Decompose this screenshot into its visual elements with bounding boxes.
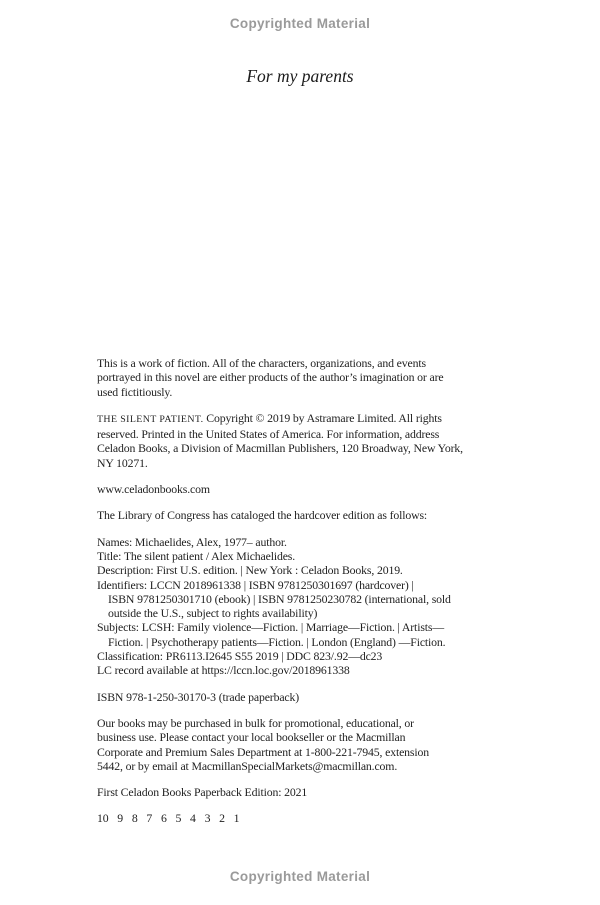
book-title-smallcaps: THE SILENT PATIENT.: [97, 413, 204, 425]
printers-key-line: 10 9 8 7 6 5 4 3 2 1: [97, 811, 240, 826]
copyrighted-material-watermark-top: Copyrighted Material: [229, 16, 371, 31]
copyright-notice-line: Celadon Books, a Division of Macmillan Publishers, 120 Broadway, New York,: [97, 441, 463, 456]
copyright-notice-line: reserved. Printed in the United States of America. For information, address: [97, 427, 440, 442]
cip-data-line: Fiction. | Psychotherapy patients—Fiction. | London (England) —Fiction.: [108, 634, 446, 649]
fiction-disclaimer-line: used fictitiously.: [97, 384, 173, 399]
library-of-congress-note: [97, 508, 497, 522]
paperback-isbn: [97, 690, 497, 704]
copyright-notice: [97, 411, 497, 470]
fiction-disclaimer-line: This is a work of fiction. All of the characters, organizations, and events: [97, 356, 426, 370]
colophon-block: [97, 356, 497, 826]
cip-data-line: ISBN 9781250301710 (ebook) | ISBN 9781250230782 (international, sold: [108, 591, 451, 606]
fiction-disclaimer: [97, 356, 497, 399]
cip-data-line: LC record available at https://lccn.loc.gov/2018961338: [97, 663, 350, 678]
printers-key: [97, 811, 497, 825]
publisher-website-line: www.celadonbooks.com: [97, 482, 210, 497]
cip-data: [97, 535, 497, 678]
cip-data-line: Description: First U.S. edition. | New York : Celadon Books, 2019.: [97, 563, 403, 578]
copyrighted-material-watermark-bottom: Copyrighted Material: [229, 869, 371, 884]
bulk-purchase-note-line: 5442, or by email at MacmillanSpecialMarkets@macmillan.com.: [97, 758, 398, 773]
dedication-text: For my parents: [246, 66, 354, 86]
copyright-notice-line: THE SILENT PATIENT. Copyright © 2019 by Astramare Limited. All rights: [97, 410, 442, 425]
cip-data-line: Classification: PR6113.I2645 S55 2019 | DDC 823/.92—dc23: [97, 649, 383, 664]
fiction-disclaimer-line: portrayed in this novel are either products of the author’s imagination or are: [97, 370, 444, 385]
bulk-purchase-note-line: Our books may be purchased in bulk for promotional, educational, or: [97, 715, 414, 730]
cip-data-line: Names: Michaelides, Alex, 1977– author.: [97, 534, 287, 549]
copyright-notice-line: NY 10271.: [97, 455, 148, 470]
cip-data-line: Subjects: LCSH: Family violence—Fiction. | Marriage—Fiction. | Artists—: [97, 620, 444, 635]
edition-note: [97, 785, 497, 799]
cip-data-line: outside the U.S., subject to rights availability): [108, 606, 318, 621]
publisher-website: [97, 482, 497, 496]
bulk-purchase-note-line: Corporate and Premium Sales Department at 1-800-221-7945, extension: [97, 744, 429, 759]
cip-data-line: Identifiers: LCCN 2018961338 | ISBN 9781250301697 (hardcover) |: [97, 577, 414, 592]
paperback-isbn-line: ISBN 978-1-250-30170-3 (trade paperback): [97, 689, 300, 704]
bulk-purchase-note-line: business use. Please contact your local bookseller or the Macmillan: [97, 730, 406, 745]
edition-note-line: First Celadon Books Paperback Edition: 2021: [97, 785, 308, 800]
bulk-purchase-note: [97, 716, 497, 773]
cip-data-line: Title: The silent patient / Alex Michaelides.: [97, 548, 296, 563]
library-of-congress-note-line: The Library of Congress has cataloged the hardcover edition as follows:: [97, 508, 428, 523]
